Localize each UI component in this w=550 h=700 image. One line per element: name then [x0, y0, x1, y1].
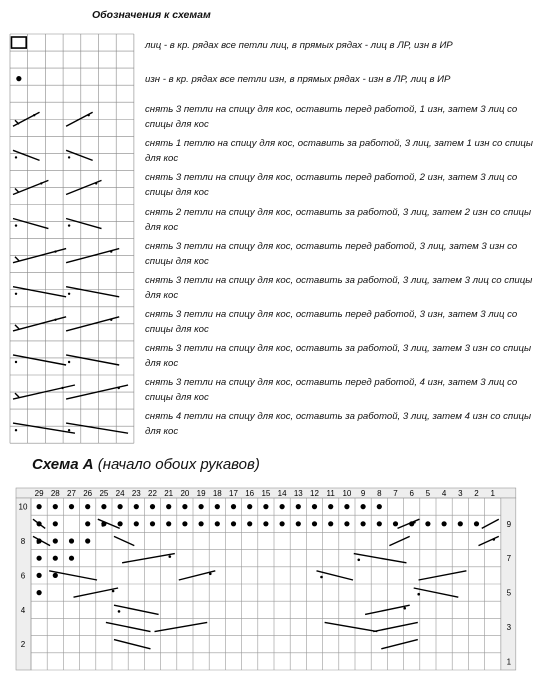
column-number: 6	[409, 489, 414, 498]
purl-dot	[53, 504, 58, 509]
purl-dot	[37, 504, 42, 509]
purl-dot	[377, 504, 382, 509]
column-number: 12	[310, 489, 319, 498]
row-number-right: 1	[506, 657, 512, 667]
legend-item-4-text: снять 1 петлю на спицу для кос, оставить за работой, 3 лиц, затем 1 изн со спицы для кос	[145, 138, 533, 165]
purl-dot	[182, 504, 187, 509]
column-number: 15	[261, 489, 271, 498]
purl-dot	[118, 504, 123, 509]
column-number: 4	[441, 489, 447, 498]
column-number: 19	[196, 489, 206, 498]
legend-title: Обозначения к схемам	[92, 9, 211, 21]
column-number: 24	[115, 489, 125, 498]
purl-dot	[231, 504, 236, 509]
cable-4-icon	[13, 219, 102, 229]
purl-dot	[377, 521, 382, 526]
column-number: 18	[212, 489, 222, 498]
purl-dot	[328, 504, 333, 509]
purl-dot	[53, 573, 58, 578]
purl-dot	[425, 521, 430, 526]
purl-dot	[134, 521, 139, 526]
legend-item-9-text: снять 3 петли на спицу для кос, оставить перед работой, 3 изн, затем 3 лиц со спицы для кос	[145, 308, 518, 335]
column-number: 25	[99, 489, 109, 498]
purl-dot	[280, 504, 285, 509]
purl-dot	[150, 521, 155, 526]
column-number: 11	[326, 489, 335, 498]
purl-dot	[247, 521, 252, 526]
purl-dot	[85, 538, 90, 543]
legend-item-1-text: лиц - в кр. рядах все петли лиц, в прямых рядах - лиц в ЛР, изн в ИР	[145, 40, 453, 51]
purl-dot	[166, 521, 171, 526]
purl-dot	[53, 521, 58, 526]
schema-title-bold: Схема А	[32, 456, 94, 473]
purl-dot	[393, 521, 398, 526]
purl-dot	[150, 504, 155, 509]
purl-dot	[199, 521, 204, 526]
column-number: 20	[180, 489, 190, 498]
cable-6-icon	[13, 287, 119, 297]
purl-dot	[166, 504, 171, 509]
legend-item-6-text: снять 2 петли на спицу для кос, оставить за работой, 3 лиц, затем 2 изн со спицы для кос	[145, 206, 532, 233]
purl-dot	[85, 504, 90, 509]
column-number: 29	[34, 489, 44, 498]
purl-dot	[312, 504, 317, 509]
purl-dot	[312, 521, 317, 526]
legend-item-2-text: изн - в кр. рядах все петли изн, в прямых рядах - изн в ЛР, лиц в ИР	[145, 74, 451, 86]
row-number-left: 4	[20, 605, 26, 615]
row-number-left: 2	[20, 640, 26, 650]
row-number-right: 7	[506, 554, 512, 564]
column-number: 27	[67, 489, 76, 498]
purl-dot	[199, 504, 204, 509]
column-number: 28	[50, 489, 60, 498]
purl-dot	[296, 521, 301, 526]
column-number: 17	[229, 489, 238, 498]
column-number: 1	[490, 489, 495, 498]
purl-dot	[134, 504, 139, 509]
purl-dot	[247, 504, 252, 509]
purl-dot	[328, 521, 333, 526]
cable-8-icon	[13, 355, 119, 365]
column-number: 8	[377, 489, 382, 498]
column-number: 23	[131, 489, 141, 498]
legend-item-11-text: снять 3 петли на спицу для кос, оставить перед работой, 4 изн, затем 3 лиц со спицы для кос	[145, 377, 518, 403]
row-number-right: 5	[506, 588, 512, 598]
column-number: 13	[293, 489, 303, 498]
row-number-left: 8	[20, 537, 26, 546]
purl-dot	[361, 521, 366, 526]
row-number-left: 10	[18, 502, 28, 512]
column-number: 9	[360, 489, 366, 498]
column-number: 21	[164, 489, 174, 498]
cable-10-icon	[13, 423, 128, 433]
purl-dot	[231, 521, 236, 526]
purl-dot	[69, 556, 74, 561]
purl-dot	[215, 521, 220, 526]
purl-dot	[263, 504, 268, 509]
purl-dot	[37, 573, 42, 578]
column-number: 16	[245, 489, 255, 498]
purl-dot	[101, 504, 106, 509]
purl-dot	[442, 521, 447, 526]
column-number: 10	[342, 489, 352, 498]
filled-dot-icon	[16, 76, 21, 81]
row-number-right: 9	[506, 519, 512, 529]
schema-title-rest: (начало обоих рукавов)	[93, 456, 260, 473]
purl-dot	[53, 538, 58, 543]
column-number: 14	[277, 489, 287, 498]
legend-item-5-text: снять 3 петли на спицу для кос, оставить перед работой, 2 изн, затем 3 лиц со спицы для кос	[145, 172, 518, 199]
purl-dot	[85, 521, 90, 526]
row-number-right: 3	[506, 623, 512, 632]
column-number: 3	[458, 489, 463, 498]
column-number: 2	[474, 489, 479, 498]
purl-dot	[37, 590, 42, 595]
column-number: 5	[425, 489, 431, 498]
purl-dot	[344, 521, 349, 526]
column-number: 26	[83, 489, 93, 498]
purl-dot	[458, 521, 463, 526]
purl-dot	[280, 521, 285, 526]
purl-dot	[474, 521, 479, 526]
legend-item-7-text: снять 3 петли на спицу для кос, оставить перед работой, 3 лиц, затем 3 изн со спицы для кос	[145, 240, 518, 267]
purl-dot	[263, 521, 268, 526]
legend-item-12-text: снять 4 петли на спицу для кос, оставить за работой, 3 лиц, затем 4 изн со спицы для кос	[145, 411, 532, 438]
purl-dot	[69, 504, 74, 509]
column-number: 7	[393, 489, 398, 498]
purl-dot	[215, 504, 220, 509]
row-number-left: 6	[20, 571, 26, 581]
empty-square-icon	[12, 37, 27, 48]
purl-dot	[344, 504, 349, 509]
legend-item-3-text: снять 3 петли на спицу для кос, оставить перед работой, 1 изн, затем 3 лиц со спицы для кос	[145, 104, 518, 131]
column-number: 22	[148, 489, 157, 498]
legend-item-8-text: снять 3 петли на спицу для кос, оставить за работой, 3 лиц, затем 3 лиц со спицы для кос	[145, 274, 533, 301]
purl-dot	[182, 521, 187, 526]
legend-item-10-text: снять 3 петли на спицу для кос, оставить за работой, 3 лиц, затем 3 изн со спицы для кос	[145, 342, 532, 369]
purl-dot	[37, 556, 42, 561]
purl-dot	[296, 504, 301, 509]
purl-dot	[53, 556, 58, 561]
legend-grid	[10, 34, 134, 443]
purl-dot	[361, 504, 366, 509]
purl-dot	[118, 521, 123, 526]
purl-dot	[69, 538, 74, 543]
